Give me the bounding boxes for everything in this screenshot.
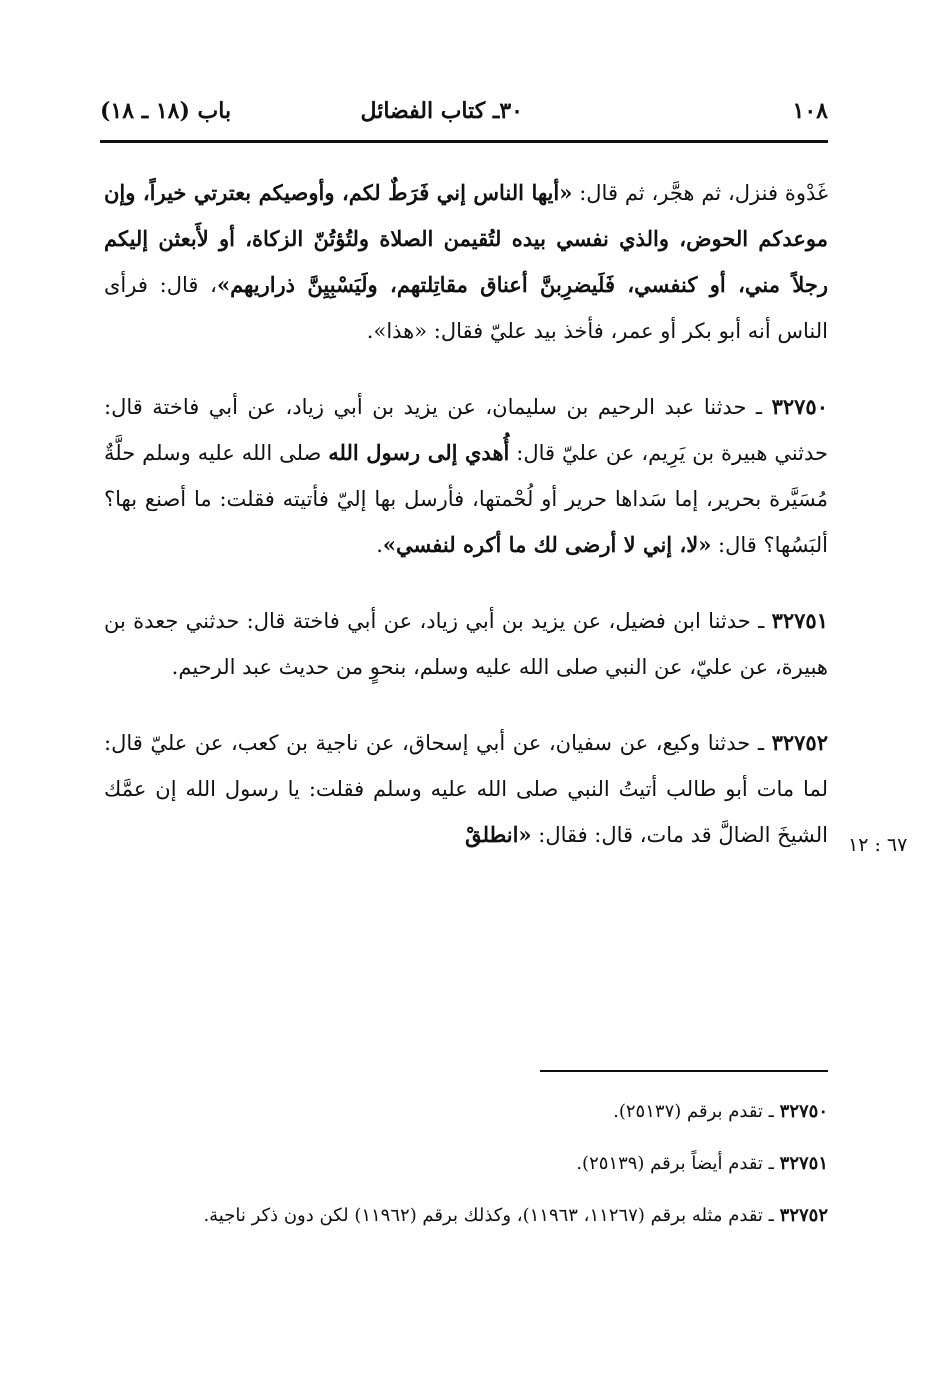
footnote-number: ٣٢٧٥٢ — [779, 1205, 828, 1226]
main-text — [104, 170, 828, 888]
chapter-label: باب (١٨ ـ ١٨) — [100, 98, 232, 124]
footnote — [104, 1144, 828, 1184]
hadith-32751 — [104, 598, 828, 690]
text-run: ، قال: فرأى الناس أنه أبو بكر أو عمر، فأخذ بيد عليّ فقال: «هذا». — [104, 273, 828, 343]
footnote-number: ٣٢٧٥٠ — [779, 1101, 828, 1122]
text-run: ـ حدثنا ابن فضيل، عن يزيد بن أبي زياد، عن أبي فاختة قال: حدثني جعدة بن هبيرة، عن عليّ، عن النبي صلى الله عليه وسلم، بنحوٍ من حديث عبد الرحيم. — [104, 609, 828, 679]
hadith-number: ٣٢٧٥٢ — [771, 730, 828, 755]
footnote-number: ٣٢٧٥١ — [779, 1153, 828, 1174]
footnote — [104, 1196, 828, 1236]
text-run: غَدْوة فنزل، ثم هجَّر، ثم قال: — [572, 181, 828, 205]
footnote-text: ـ تقدم برقم (٢٥١٣٧). — [613, 1101, 780, 1122]
hadith-quote: «انطلقْ — [465, 822, 532, 847]
header-rule — [100, 140, 828, 143]
footnote-text: ـ تقدم مثله برقم (١١٢٦٧، ١١٩٦٣)، وكذلك برقم (١١٩٦٢) لكن دون ذكر ناجية. — [203, 1205, 780, 1226]
text-run: . — [376, 533, 383, 557]
text-run: ـ حدثنا عبد الرحيم بن سليمان، عن يزيد بن أبي زياد، عن أبي فاختة قال: حدثني هبيرة بن يَرِيم، عن عليّ قال: — [104, 395, 829, 465]
text-run: صلى الله عليه وسلم حلَّةٌ مُسَيَّرة بحرير، إما سَداها حرير أو لُحْمتها، فأرسل بها إليّ فأتيته فقلت: ما أصنع بها؟ ألبَسُها؟ قال: — [104, 441, 828, 557]
hadith-32752 — [104, 720, 828, 858]
footnote-text: ـ تقدم أيضاً برقم (٢٥١٣٩). — [576, 1153, 780, 1174]
page-header — [100, 90, 828, 136]
hadith-number: ٣٢٧٥٠ — [771, 394, 828, 419]
footnotes — [104, 1092, 828, 1248]
footnote — [104, 1092, 828, 1132]
page-number: ١٠٨ — [792, 98, 828, 124]
paragraph-continuation — [104, 170, 828, 354]
hadith-quote: «لا، إني لا أرضى لك ما أكره لنفسي» — [382, 532, 712, 557]
hadith-quote: «أيها الناس إني فَرَطٌ لكم، وأوصيكم بعترتي خيراً، وإن موعدكم الحوض، والذي نفسي بيده لتُقيمن الصلاة ولتُؤتُنّ الزكاة، أو لأَبعثن إليكم رجلاً مني، أو كنفسي، فَلَيضرِبنَّ أعناق مقاتِلتهم، ولَيَسْبِيِنَّ ذراريهم» — [104, 180, 828, 297]
margin-reference: ٦٧ : ١٢ — [848, 834, 908, 856]
book-title: ٣٠ـ كتاب الفضائل — [360, 98, 523, 124]
text-run: ـ حدثنا وكيع، عن سفيان، عن أبي إسحاق، عن ناجية بن كعب، عن عليّ قال: لما مات أبو طالب أتيتُ النبي صلى الله عليه وسلم فقلت: يا رسول الله إن عمَّك الشيخَ الضالَّ قد مات، قال: فقال: — [104, 731, 828, 847]
footnote-rule — [540, 1070, 828, 1072]
hadith-32750 — [104, 384, 828, 568]
hadith-quote: أُهدي إلى رسول الله — [328, 440, 510, 465]
hadith-number: ٣٢٧٥١ — [771, 608, 828, 633]
